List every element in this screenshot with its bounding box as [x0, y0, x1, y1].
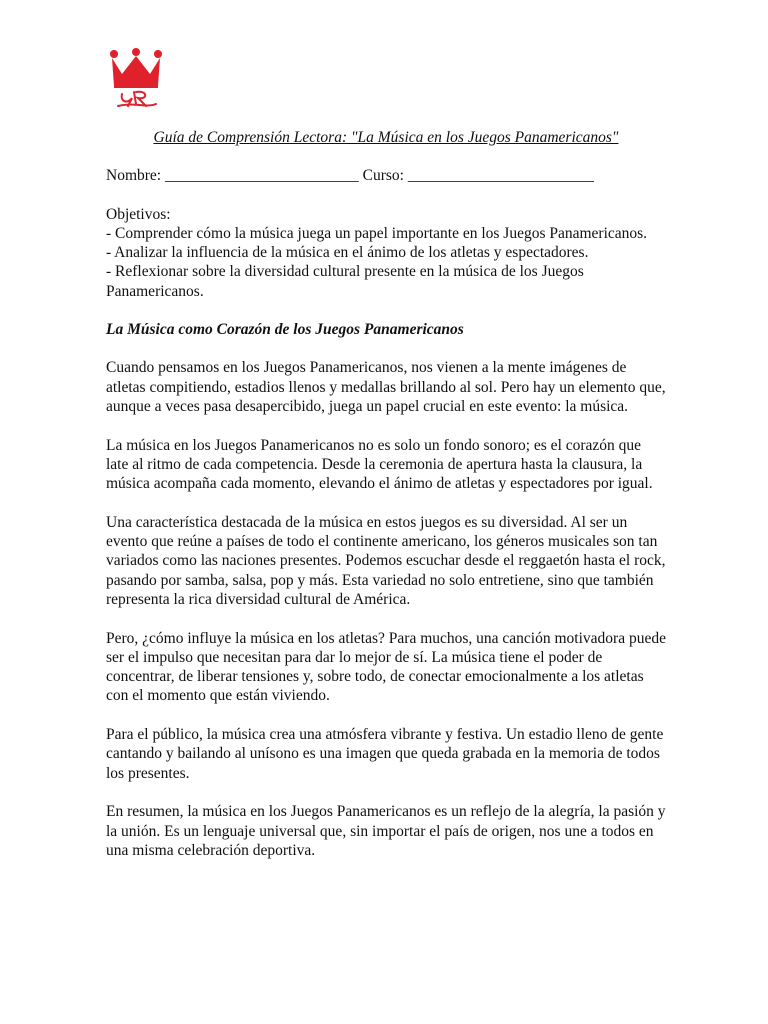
paragraph: Una característica destacada de la música en estos juegos es su diversidad. Al ser un evento que reúne a países de todo el continente americano, los géneros musicales son tan variados como las naciones presentes. Podemos escuchar desde el reggaetón hasta el rock, pasando por samba, salsa, pop y más. Esta variedad no solo entretiene, sino que también representa la rica diversidad cultural de América.	[106, 513, 666, 608]
objectives-heading: Objetivos:	[106, 205, 171, 223]
paragraph: Pero, ¿cómo influye la música en los atletas? Para muchos, una canción motivadora puede ser el impulso que necesitan para dar lo mejor de sí. La música tiene el poder de concentrar, de liberar tensiones y, sobre todo, de conectar emocionalmente a los atletas con el momento que están viviendo.	[106, 629, 666, 705]
name-label: Nombre:	[106, 167, 162, 185]
paragraph: Para el público, la música crea una atmósfera vibrante y festiva. Un estadio lleno de gente cantando y bailando al unísono es una imagen que queda grabada en la memoria de todos los presentes.	[106, 726, 664, 782]
crown-icon	[108, 46, 164, 108]
objective-item: - Analizar la influencia de la música en el ánimo de los atletas y espectadores.	[106, 244, 589, 262]
name-blank: _________________________	[164, 167, 359, 185]
school-logo	[108, 46, 164, 108]
course-label: Curso:	[362, 167, 404, 185]
objective-item: - Reflexionar sobre la diversidad cultural presente en la música de los Juegos Panamericanos.	[106, 263, 584, 300]
objective-item: - Comprender cómo la música juega un papel importante en los Juegos Panamericanos.	[106, 224, 648, 242]
student-fields	[106, 166, 666, 185]
document-body	[106, 128, 666, 879]
paragraph: La música en los Juegos Panamericanos no es solo un fondo sonoro; es el corazón que late al ritmo de cada competencia. Desde la ceremonia de apertura hasta la clausura, la música acompaña cada momento, elevando el ánimo de atletas y espectadores por igual.	[106, 436, 653, 493]
document-title: Guía de Comprensión Lectora: "La Música en los Juegos Panamericanos"	[153, 129, 619, 146]
course-blank: ________________________	[407, 167, 594, 185]
paragraph: En resumen, la música en los Juegos Panamericanos es un reflejo de la alegría, la pasión y la unión. Es un lenguaje universal que, sin importar el país de origen, nos une a todos en una misma celebración deportiva.	[106, 803, 666, 859]
objectives-block	[106, 205, 666, 301]
paragraph: Cuando pensamos en los Juegos Panamericanos, nos vienen a la mente imágenes de atletas compitiendo, estadios llenos y medallas brillando al sol. Pero hay un elemento que, aunque a veces pasa desapercibido, juega un papel crucial en este evento: la música.	[106, 359, 666, 415]
section-heading: La Música como Corazón de los Juegos Panamericanos	[106, 321, 464, 339]
